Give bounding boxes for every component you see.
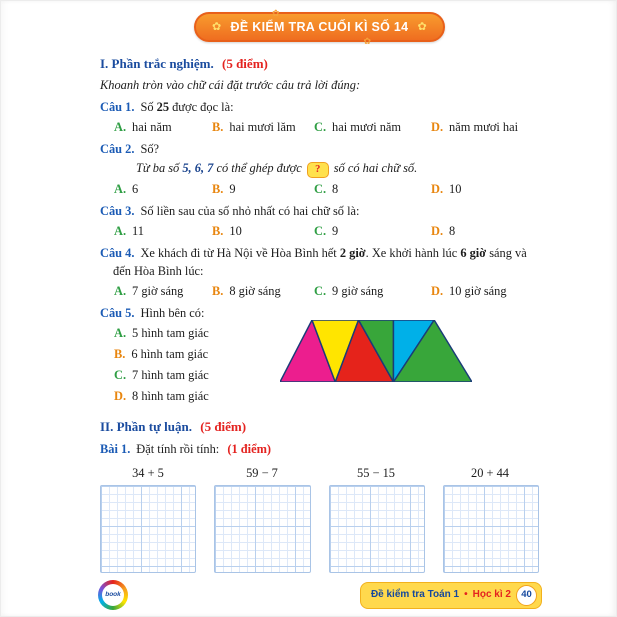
subtext-mid: có thể ghép được bbox=[213, 161, 302, 175]
question-4-text-2: . Xe khởi hành lúc bbox=[365, 246, 461, 260]
option-text: hai mươi năm bbox=[332, 120, 402, 134]
option-c bbox=[314, 222, 431, 240]
option-text: 10 bbox=[229, 224, 242, 238]
option-b bbox=[212, 282, 314, 300]
flower-icon: ✿ bbox=[272, 8, 280, 18]
question-2-subtext bbox=[136, 159, 539, 178]
publisher-logo bbox=[98, 580, 128, 610]
option-letter: C. bbox=[314, 182, 327, 196]
question-4 bbox=[100, 244, 539, 280]
option-text: 10 bbox=[449, 182, 462, 196]
option-text: 10 giờ sáng bbox=[449, 284, 507, 298]
option-a bbox=[114, 282, 212, 300]
section2-heading bbox=[100, 418, 539, 436]
exam-title: ĐỀ KIỂM TRA CUỐI KÌ SỐ 14 bbox=[230, 20, 409, 34]
option-letter: B. bbox=[212, 224, 224, 238]
question-1 bbox=[100, 98, 539, 116]
question-mark-box: ? bbox=[307, 162, 329, 178]
calc-grid-3 bbox=[329, 485, 425, 573]
option-d bbox=[431, 222, 539, 240]
option-letter: B. bbox=[212, 182, 224, 196]
option-b bbox=[212, 222, 314, 240]
section2-points: (5 điểm) bbox=[200, 419, 247, 434]
question-5-label: Câu 5. bbox=[100, 306, 135, 320]
option-text: 7 giờ sáng bbox=[132, 284, 184, 298]
question-3-label: Câu 3. bbox=[100, 204, 135, 218]
footer-tag bbox=[360, 582, 542, 609]
question-1-text-post: được đọc là: bbox=[169, 100, 234, 114]
section2-title: II. Phần tự luận. bbox=[100, 419, 192, 434]
question-3 bbox=[100, 202, 539, 220]
problems-row bbox=[100, 464, 539, 482]
option-d bbox=[114, 387, 539, 408]
option-letter: D. bbox=[431, 120, 444, 134]
option-text: 11 bbox=[132, 224, 144, 238]
question-1-options bbox=[114, 118, 539, 136]
option-text: năm mươi hai bbox=[449, 120, 519, 134]
option-letter: A. bbox=[114, 284, 127, 298]
option-letter: B. bbox=[114, 347, 126, 361]
question-4-label: Câu 4. bbox=[100, 246, 135, 260]
option-letter: B. bbox=[212, 120, 224, 134]
option-d bbox=[431, 180, 539, 198]
option-letter: D. bbox=[431, 182, 444, 196]
question-2 bbox=[100, 140, 539, 158]
problem-1: 34 + 5 bbox=[132, 466, 164, 480]
option-d bbox=[431, 282, 539, 300]
section1-points: (5 điểm) bbox=[222, 56, 268, 71]
section1-title: I. Phần trắc nghiệm. bbox=[100, 56, 214, 71]
option-d bbox=[431, 118, 539, 136]
banner-row bbox=[100, 8, 539, 46]
option-letter: B. bbox=[212, 284, 224, 298]
option-letter: D. bbox=[431, 224, 444, 238]
flower-icon: ✿ bbox=[363, 36, 371, 46]
calc-grid-4 bbox=[443, 485, 539, 573]
question-3-text: Số liền sau của số nhỏ nhất có hai chữ số là: bbox=[140, 204, 360, 218]
subtext-post: số có hai chữ số. bbox=[333, 161, 418, 175]
option-letter: D. bbox=[431, 284, 444, 298]
option-letter: A. bbox=[114, 182, 127, 196]
question-5-text: Hình bên có: bbox=[140, 306, 205, 320]
question-4-bold-2: 6 giờ bbox=[460, 246, 487, 260]
question-1-label: Câu 1. bbox=[100, 100, 135, 114]
question-4-bold-1: 2 giờ bbox=[339, 246, 366, 260]
option-text: 8 bbox=[332, 182, 339, 196]
option-text: hai mươi lăm bbox=[229, 120, 296, 134]
option-c bbox=[314, 180, 431, 198]
problem-3: 55 − 15 bbox=[357, 466, 395, 480]
option-text: 6 hình tam giác bbox=[131, 347, 209, 361]
question-4-options bbox=[114, 282, 539, 300]
exercise-1-points: (1 điểm) bbox=[227, 442, 272, 456]
page-number: 40 bbox=[516, 585, 537, 606]
option-text: 9 bbox=[332, 224, 339, 238]
subtext-pre: Từ ba số bbox=[136, 161, 183, 175]
option-text: 6 bbox=[132, 182, 139, 196]
option-letter: A. bbox=[114, 120, 127, 134]
exercise-1 bbox=[100, 440, 539, 458]
question-1-number: 25 bbox=[156, 100, 170, 114]
section1-heading bbox=[100, 55, 539, 73]
question-2-text: Số? bbox=[140, 142, 160, 156]
question-1-text-pre: Số bbox=[140, 100, 157, 114]
option-text: 9 bbox=[229, 182, 236, 196]
question-3-options bbox=[114, 222, 539, 240]
footer-book-title: Đề kiểm tra Toán 1 bbox=[370, 589, 460, 600]
triangle-figure bbox=[280, 320, 472, 382]
option-a bbox=[114, 118, 212, 136]
footer-separator: • bbox=[464, 589, 468, 600]
option-a bbox=[114, 222, 212, 240]
exercise-1-text: Đặt tính rồi tính: bbox=[136, 442, 220, 456]
flower-icon: ✿ bbox=[417, 20, 427, 33]
option-letter: C. bbox=[314, 120, 327, 134]
question-5-block bbox=[100, 304, 539, 408]
subtext-numbers: 5, 6, 7 bbox=[182, 161, 214, 175]
option-c bbox=[314, 282, 431, 300]
option-text: hai năm bbox=[132, 120, 172, 134]
option-text: 8 hình tam giác bbox=[132, 389, 209, 403]
option-text: 8 bbox=[449, 224, 456, 238]
option-b bbox=[212, 118, 314, 136]
calc-grid-1 bbox=[100, 485, 196, 573]
option-a bbox=[114, 180, 212, 198]
option-letter: A. bbox=[114, 224, 127, 238]
question-2-options bbox=[114, 180, 539, 198]
question-4-text-3: sáng và đến Hòa Bình lúc: bbox=[113, 246, 527, 278]
option-letter: C. bbox=[314, 224, 327, 238]
calc-grids-row bbox=[100, 485, 539, 573]
question-2-label: Câu 2. bbox=[100, 142, 135, 156]
option-letter: C. bbox=[114, 368, 127, 382]
option-text: 8 giờ sáng bbox=[229, 284, 281, 298]
problem-2: 59 − 7 bbox=[246, 466, 278, 480]
publisher-logo-text: book bbox=[102, 584, 124, 606]
option-b bbox=[212, 180, 314, 198]
calc-grid-2 bbox=[214, 485, 310, 573]
problem-4: 20 + 44 bbox=[471, 466, 509, 480]
option-letter: A. bbox=[114, 326, 127, 340]
flower-icon: ✿ bbox=[212, 20, 222, 33]
option-text: 9 giờ sáng bbox=[332, 284, 384, 298]
page-footer bbox=[98, 580, 542, 610]
footer-term: Học kì 2 bbox=[472, 589, 511, 600]
option-text: 7 hình tam giác bbox=[132, 368, 209, 382]
option-letter: D. bbox=[114, 389, 127, 403]
option-text: 5 hình tam giác bbox=[132, 326, 209, 340]
option-letter: C. bbox=[314, 284, 327, 298]
exam-title-banner bbox=[194, 12, 445, 42]
option-c bbox=[314, 118, 431, 136]
exercise-1-label: Bài 1. bbox=[100, 442, 131, 456]
instruction-text: Khoanh tròn vào chữ cái đặt trước câu trả lời đúng: bbox=[100, 78, 361, 92]
question-4-text-1: Xe khách đi từ Hà Nội về Hòa Bình hết bbox=[140, 246, 340, 260]
